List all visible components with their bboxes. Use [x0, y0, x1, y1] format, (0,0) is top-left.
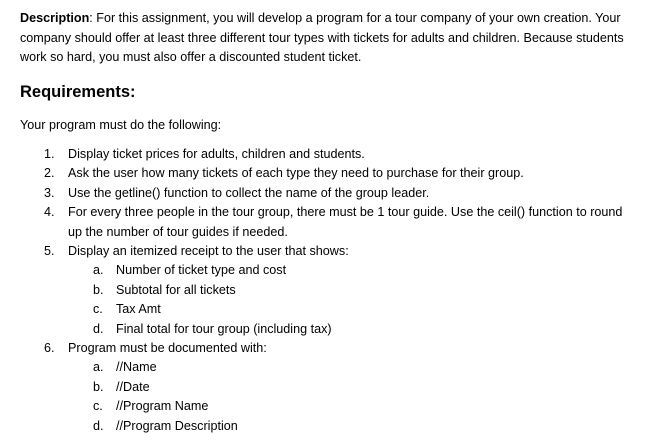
list-item-number: 5.: [44, 244, 55, 259]
list-item-text: Display an itemized receipt to the user that shows:: [68, 244, 349, 259]
description-label: Description: [20, 11, 90, 25]
sub-list-item-text: //Program Description: [116, 418, 238, 433]
sub-list-item-text: Subtotal for all tickets: [116, 282, 236, 297]
requirements-heading: Requirements:: [20, 83, 136, 101]
list-item-text: Display ticket prices for adults, children and students.: [68, 147, 365, 161]
list-item-text: Program must be documented with:: [68, 341, 267, 356]
sub-list-item-text: //Program Name: [116, 399, 209, 414]
description-paragraph: [20, 9, 645, 68]
list-item: [0, 145, 659, 164]
sub-list-item: [0, 417, 659, 436]
requirements-intro: Your program must do the following:: [20, 118, 222, 132]
sub-list-item-text: //Name: [116, 360, 157, 375]
list-item-text: Ask the user how many tickets of each type they need to purchase for their group.: [68, 166, 524, 181]
sub-list-item: [0, 320, 659, 339]
sub-list-item: [0, 300, 659, 319]
sub-list-item: [0, 281, 659, 300]
sub-list-item-letter: d.: [93, 321, 104, 336]
list-item-number: 4.: [44, 205, 55, 220]
sub-list-item-letter: b.: [93, 379, 104, 394]
sub-list-item: [0, 261, 659, 280]
list-item: [0, 164, 659, 183]
list-item-text: For every three people in the tour group, there must be 1 tour guide. Use the ceil() function to round up the number of tour guides if needed.: [68, 205, 623, 239]
sub-list-item-text: Final total for tour group (including tax): [116, 321, 332, 336]
sub-list-item-letter: b.: [93, 282, 104, 297]
list-item: [0, 242, 659, 261]
sub-list-item-letter: d.: [93, 418, 104, 433]
sub-list-item-text: //Date: [116, 379, 150, 394]
description-text: : For this assignment, you will develop a program for a tour company of your own creation. Your company should offer at least three different tour types with tickets for adults and children. Because students work so hard, you must also offer a discounted student ticket.: [20, 11, 624, 64]
sub-list-item: [0, 378, 659, 397]
sub-list-item-letter: c.: [93, 302, 103, 317]
requirements-list: [0, 145, 659, 436]
list-item-number: 1.: [44, 147, 55, 161]
sub-list-item-letter: c.: [93, 399, 103, 414]
list-item-number: 6.: [44, 341, 55, 356]
list-item: [0, 203, 659, 242]
sub-list-item: [0, 358, 659, 377]
sub-list-item: [0, 397, 659, 416]
list-item: [0, 184, 659, 203]
list-item-text: Use the getline() function to collect the name of the group leader.: [68, 185, 430, 200]
list-item: [0, 339, 659, 358]
list-item-number: 3.: [44, 185, 55, 200]
list-item-number: 2.: [44, 166, 55, 181]
sub-list-item-letter: a.: [93, 263, 104, 278]
sub-list-item-letter: a.: [93, 360, 104, 375]
sub-list-item-text: Number of ticket type and cost: [116, 263, 287, 278]
sub-list-item-text: Tax Amt: [116, 302, 161, 317]
